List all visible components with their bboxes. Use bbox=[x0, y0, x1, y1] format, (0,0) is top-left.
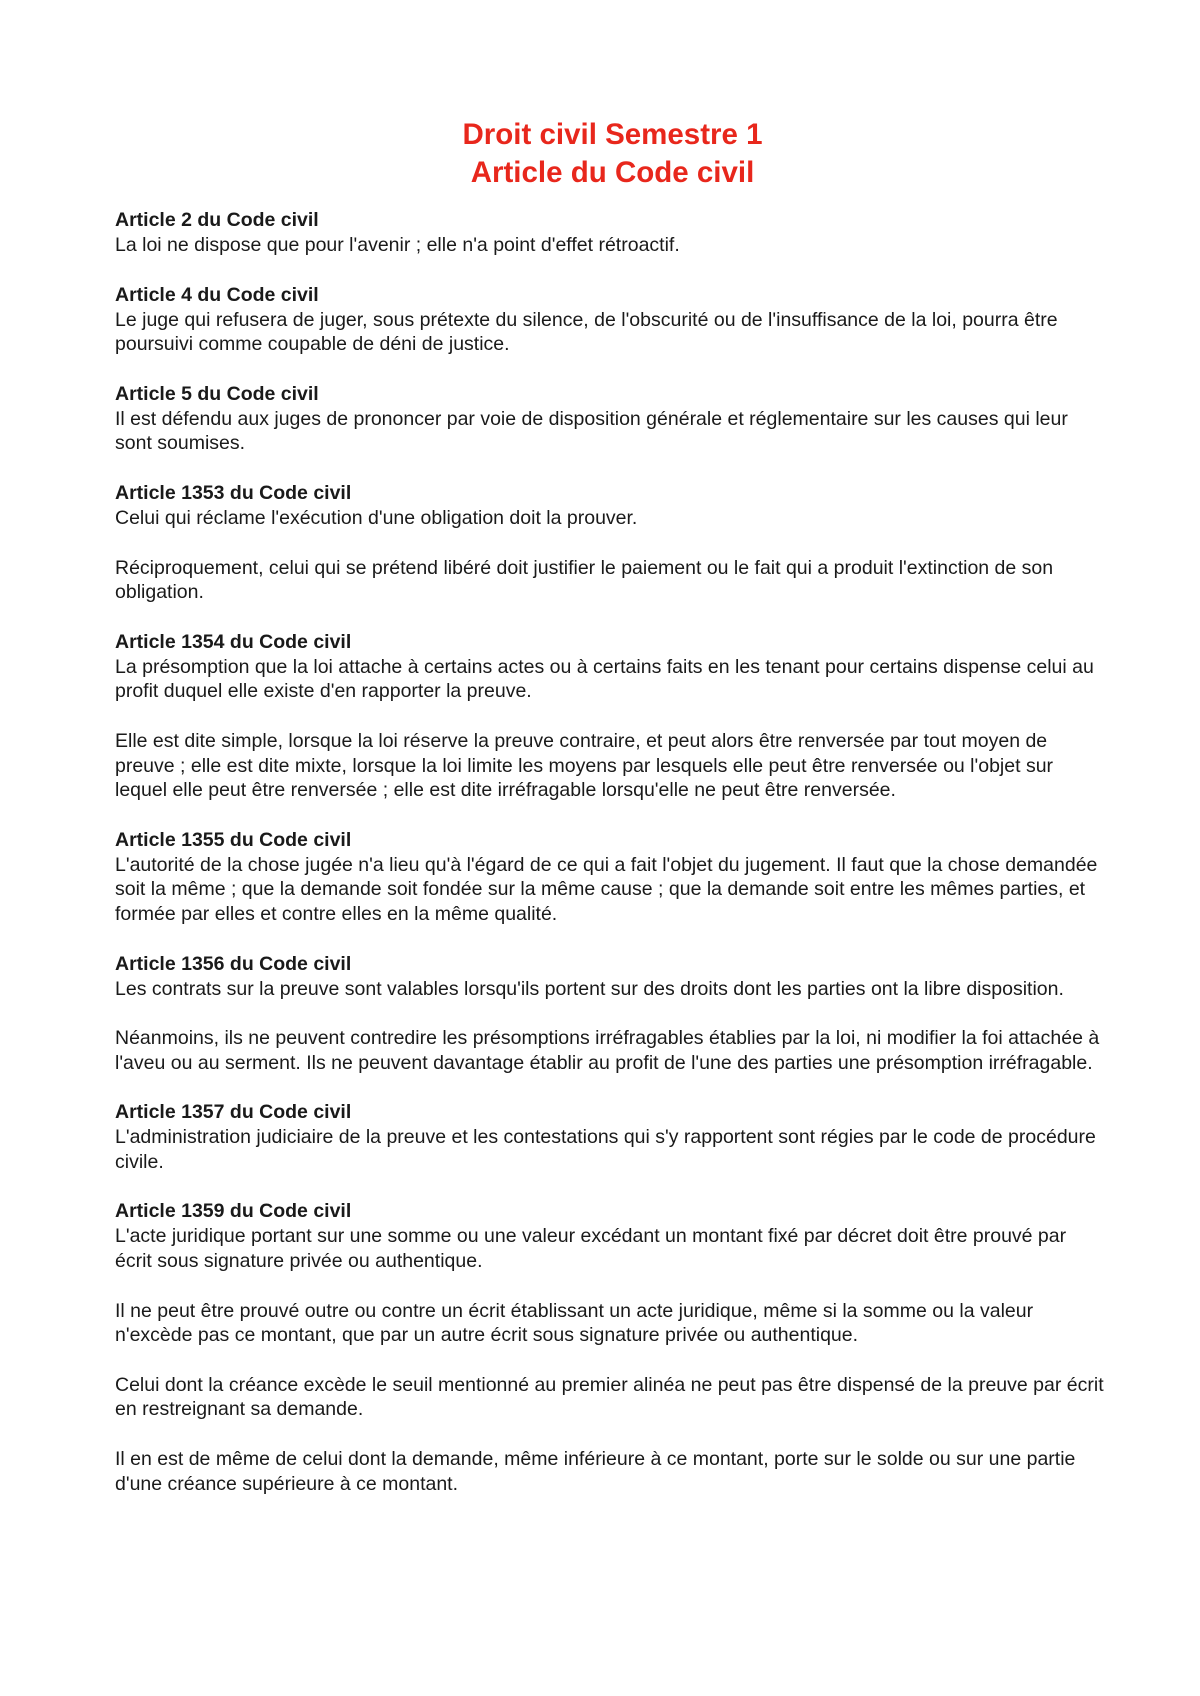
article-1354 bbox=[115, 630, 1104, 803]
article-1357 bbox=[115, 1100, 1104, 1174]
document-title bbox=[115, 116, 1104, 192]
article-heading: Article 2 du Code civil bbox=[115, 209, 319, 231]
article-paragraph: Il en est de même de celui dont la demande, même inférieure à ce montant, porte sur le solde ou sur une partie d'une créance supérieure à ce montant. bbox=[115, 1448, 1076, 1495]
article-paragraph: Réciproquement, celui qui se prétend libéré doit justifier le paiement ou le fait qui a produit l'extinction de son obligation. bbox=[115, 556, 1054, 604]
article-paragraph: Celui dont la créance excède le seuil mentionné au premier alinéa ne peut pas être dispensé de la preuve par écrit en restreignant sa demande. bbox=[115, 1373, 1104, 1421]
article-paragraph: Il ne peut être prouvé outre ou contre un écrit établissant un acte juridique, même si la somme ou la valeur n'excède pas ce montant, que par un autre écrit sous signature privée ou authentique. bbox=[115, 1299, 1034, 1347]
title-line-2: Article du Code civil bbox=[470, 156, 755, 189]
article-heading: Article 1359 du Code civil bbox=[115, 1200, 352, 1223]
article-paragraph: La loi ne dispose que pour l'avenir ; elle n'a point d'effet rétroactif. bbox=[115, 234, 680, 256]
article-heading: Article 1353 du Code civil bbox=[115, 481, 352, 504]
article-1359 bbox=[115, 1199, 1104, 1496]
article-4 bbox=[115, 283, 1104, 357]
article-paragraph: L'autorité de la chose jugée n'a lieu qu'à l'égard de ce qui a fait l'objet du jugement. Il faut que la chose demandée soit la même ; que la demande soit fondée sur la même cause ; que la demande soit entre les mêmes parties, et formée par elles et contre elles en la même qualité. bbox=[115, 853, 1098, 925]
article-heading: Article 4 du Code civil bbox=[115, 283, 319, 306]
article-2 bbox=[115, 208, 1104, 258]
article-1353 bbox=[115, 481, 1104, 605]
article-paragraph: Elle est dite simple, lorsque la loi réserve la preuve contraire, et peut alors être renversée par tout moyen de preuve ; elle est dite mixte, lorsque la loi limite les moyens par lesquels elle peut être renversée ou l'objet sur lequel elle peut être renversée ; elle est dite irréfragable lorsqu'elle ne peut être renversée. bbox=[115, 729, 1054, 802]
article-1355 bbox=[115, 828, 1104, 927]
article-heading: Article 5 du Code civil bbox=[115, 382, 319, 405]
article-1356 bbox=[115, 952, 1104, 1076]
article-paragraph: Néanmoins, ils ne peuvent contredire les présomptions irréfragables établies par la loi, ni modifier la foi attachée à l'aveu ou au serment. Ils ne peuvent davantage établir au profit de l'une des parties une présomption irréfragable. bbox=[115, 1027, 1100, 1074]
article-paragraph: Il est défendu aux juges de prononcer par voie de disposition générale et réglementaire sur les causes qui leur sont soumises. bbox=[115, 407, 1068, 455]
article-heading: Article 1356 du Code civil bbox=[115, 952, 352, 975]
article-heading: Article 1355 du Code civil bbox=[115, 828, 352, 851]
article-paragraph: Celui qui réclame l'exécution d'une obligation doit la prouver. bbox=[115, 506, 638, 529]
article-5 bbox=[115, 382, 1104, 456]
article-paragraph: Les contrats sur la preuve sont valables lorsqu'ils portent sur des droits dont les parties ont la libre disposition. bbox=[115, 977, 1064, 1000]
title-line-1: Droit civil Semestre 1 bbox=[462, 118, 763, 151]
article-paragraph: La présomption que la loi attache à certains actes ou à certains faits en les tenant pour certains dispense celui au profit duquel elle existe d'en rapporter la preuve. bbox=[115, 655, 1094, 703]
article-heading: Article 1354 du Code civil bbox=[115, 630, 352, 653]
article-paragraph: L'administration judiciaire de la preuve et les contestations qui s'y rapportent sont régies par le code de procédure civile. bbox=[115, 1126, 1096, 1173]
article-paragraph: L'acte juridique portant sur une somme ou une valeur excédant un montant fixé par décret doit être prouvé par écrit sous signature privée ou authentique. bbox=[115, 1225, 1067, 1273]
article-paragraph: Le juge qui refusera de juger, sous prétexte du silence, de l'obscurité ou de l'insuffisance de la loi, pourra être poursuivi comme coupable de déni de justice. bbox=[115, 308, 1058, 356]
article-heading: Article 1357 du Code civil bbox=[115, 1101, 352, 1124]
